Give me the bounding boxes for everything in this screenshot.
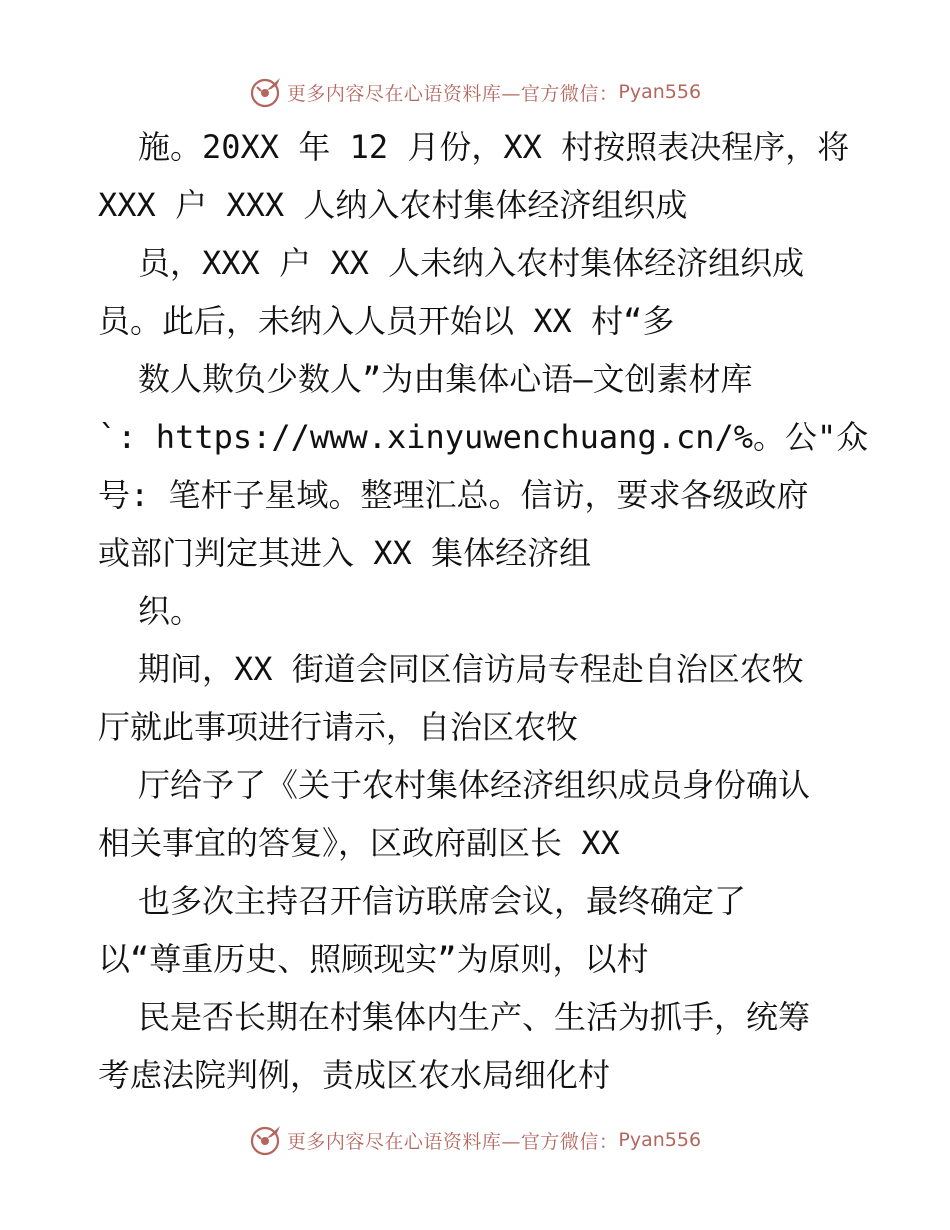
text-line-5: 数人欺负少数人”为由集体心语—文创素材库 [138, 360, 753, 398]
text-line-12: 厅给予了《关于农村集体经济组织成员身份确认 [138, 766, 811, 804]
text-line-9: 织。 [138, 592, 203, 630]
text-line-11: 厅就此事项进行请示，自治区农牧 [98, 708, 579, 746]
text-line-13: 相关事宜的答复》，区政府副区长 XX [98, 824, 620, 862]
feather-pen-logo-icon [249, 75, 283, 109]
feather-pen-logo-icon [249, 1123, 283, 1157]
header-banner [0, 72, 950, 112]
text-line-8: 或部门判定其进入 XX 集体经济组 [98, 534, 592, 572]
footer-banner [0, 1120, 950, 1160]
text-line-2: XXX 户 XXX 人纳入农村集体经济组织成 [98, 186, 688, 224]
footer-wechat-id: Pyan556 [618, 1129, 702, 1151]
header-wechat-id: Pyan556 [618, 81, 702, 103]
text-line-7: 号: 笔杆子星域。整理汇总。信访，要求各级政府 [98, 476, 809, 514]
text-line-3: 员，XXX 户 XX 人未纳入农村集体经济组织成 [138, 244, 805, 282]
text-line-10: 期间，XX 街道会同区信访局专程赴自治区农牧 [138, 650, 804, 688]
footer-banner-text: 更多内容尽在心语资料库—官方微信： [286, 1130, 619, 1153]
text-line-17: 考虑法院判例，责成区农水局细化村 [98, 1056, 611, 1094]
text-line-1: 施。20XX 年 12 月份，XX 村按照表决程序，将 [138, 128, 850, 166]
text-line-14: 也多次主持召开信访联席会议，最终确定了 [138, 882, 747, 920]
text-line-16: 民是否长期在村集体内生产、生活为抓手，统筹 [138, 998, 811, 1036]
text-line-4: 员。此后，未纳入人员开始以 XX 村“多 [98, 302, 675, 340]
header-banner-text: 更多内容尽在心语资料库—官方微信： [286, 82, 619, 105]
text-line-6: `: https://www.xinyuwenchuang.cn/%。公"众 [98, 418, 869, 456]
text-line-15: 以“尊重历史、照顾现实”为原则，以村 [98, 940, 649, 978]
